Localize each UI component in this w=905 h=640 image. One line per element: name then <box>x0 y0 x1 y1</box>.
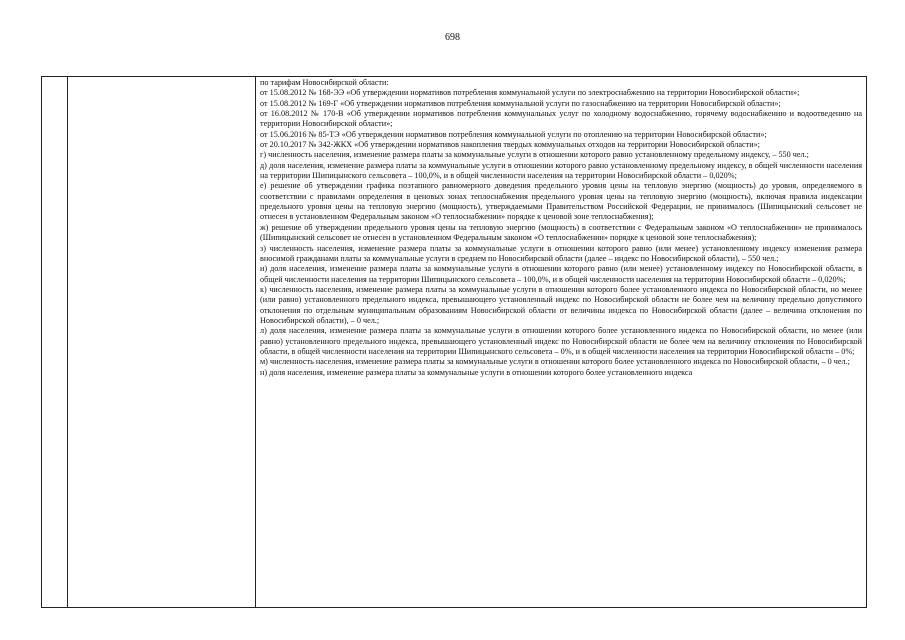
paragraph-item-l: л) доля населения, изменение размера платы за коммунальные услуги в отношении которого более установленного индекса по Новосибирской области, но менее (или равно) установленного предельного индекса, превышающего установленный индекс по Новосибирской области не более чем на величину отклонения по Новосибирской области, в общей численности населения на территории Шипицынского сельсовета – 0%, и в общей численности населения на территории Новосибирской области – 0%; <box>260 326 862 356</box>
paragraph-item-k: к) численность населения, изменение размера платы за коммунальные услуги в отношении которого более установленного индекса по Новосибирской области, но менее (или равно) установленного предельного индекса, превышающего установленный индекс по Новосибирской области не более чем на величину предельно допустимого отклонения по отдельным муниципальным образованиям Новосибирской области от величины индекса по Новосибирской области (далее – величина отклонения по Новосибирской области), – 0 чел.; <box>260 284 862 325</box>
paragraph-resolution-168: от 15.08.2012 № 168-ЭЭ «Об утверждении нормативов потребления коммунальной услуги по электроснабжению на территории Новосибирской области»; <box>260 88 800 98</box>
table-cell-text <box>260 78 862 608</box>
column-divider-1 <box>67 77 68 607</box>
paragraph-item-i: и) доля населения, изменение размера платы за коммунальные услуги в отношении которого равно (или менее) установленному индексу по Новосибирской области, в общей численности населения на территории Шипицынского сельсовета – 100,0%, и в общей численности населения на территории Новосибирской области – 0,020%; <box>260 264 862 284</box>
paragraph-resolution-170: от 16.08.2012 № 170-В «Об утверждении нормативов потребления коммунальных услуг по холодному водоснабжению, горячему водоснабжению и водоотведению на территории Новосибирской области»; <box>260 109 862 129</box>
paragraph-intro: по тарифам Новосибирской области: <box>260 78 389 87</box>
paragraph-item-z: з) численность населения, изменение размера платы за коммунальные услуги в отношении которого равно (или менее) установленному индексу изменения размера вносимой гражданами платы за коммунальные услуги в среднем по Новосибирской области (далее – индекс по Новосибирской области), – 550 чел.; <box>260 243 862 263</box>
page-number: 698 <box>445 32 460 43</box>
paragraph-item-m: м) численность населения, изменение размера платы за коммунальные услуги в отношении которого более установленного индекса по Новосибирской области, – 0 чел.; <box>260 357 850 367</box>
paragraph-resolution-169: от 15.08.2012 № 169-Г «Об утверждении нормативов потребления коммунальной услуги по газоснабжению на территории Новосибирской области»; <box>260 98 781 108</box>
document-table <box>41 76 867 608</box>
column-divider-2 <box>255 77 256 607</box>
paragraph-item-e: е) решение об утверждении графика поэтапного равномерного доведения предельного уровня цены на тепловую энергию (мощность) до уровня, определяемого в соответствии с правилами определения в ценовых зонах теплоснабжения предельного уровня цены на тепловую энергию (мощность), включая правила индексации предельного уровня цены на тепловую энергию (мощность), утверждаемыми Правительством Российской Федерации, не принималось (Шипицынский сельсовет не отнесен в установленном Федеральным законом «О теплоснабжении» порядке к ценовой зоне теплоснабжения); <box>260 181 862 222</box>
paragraph-item-n: н) доля населения, изменение размера платы за коммунальные услуги в отношении которого более установленного индекса <box>260 367 693 377</box>
paragraph-item-zh: ж) решение об утверждении предельного уровня цены на тепловую энергию (мощность) в соответствии с Федеральным законом «О теплоснабжении» не принималось (Шипицынский сельсовет не отнесен в установленном Федеральным законом «О теплоснабжении» порядке к ценовой зоне теплоснабжения); <box>260 222 862 243</box>
paragraph-item-d: д) доля населения, изменение размера платы за коммунальные услуги в отношении которого равно установленному предельному индексу, в общей численности населения на территории Шипицынского сельсовета – 100,0%, и в общей численности населения на территории Новосибирской области – 0,020%; <box>260 160 862 181</box>
paragraph-item-g: г) численность населения, изменение размера платы за коммунальные услуги в отношении которого равно установленному предельному индексу, – 550 чел.; <box>260 150 809 160</box>
paragraph-resolution-342: от 20.10.2017 № 342-ЖКХ «Об утверждении нормативов накопления твердых коммунальных отходов на территории Новосибирской области»; <box>260 140 760 150</box>
paragraph-resolution-85: от 15.06.2016 № 85-ТЭ «Об утверждении нормативов потребления коммунальной услуги по отоплению на территории Новосибирской области»; <box>260 129 767 139</box>
